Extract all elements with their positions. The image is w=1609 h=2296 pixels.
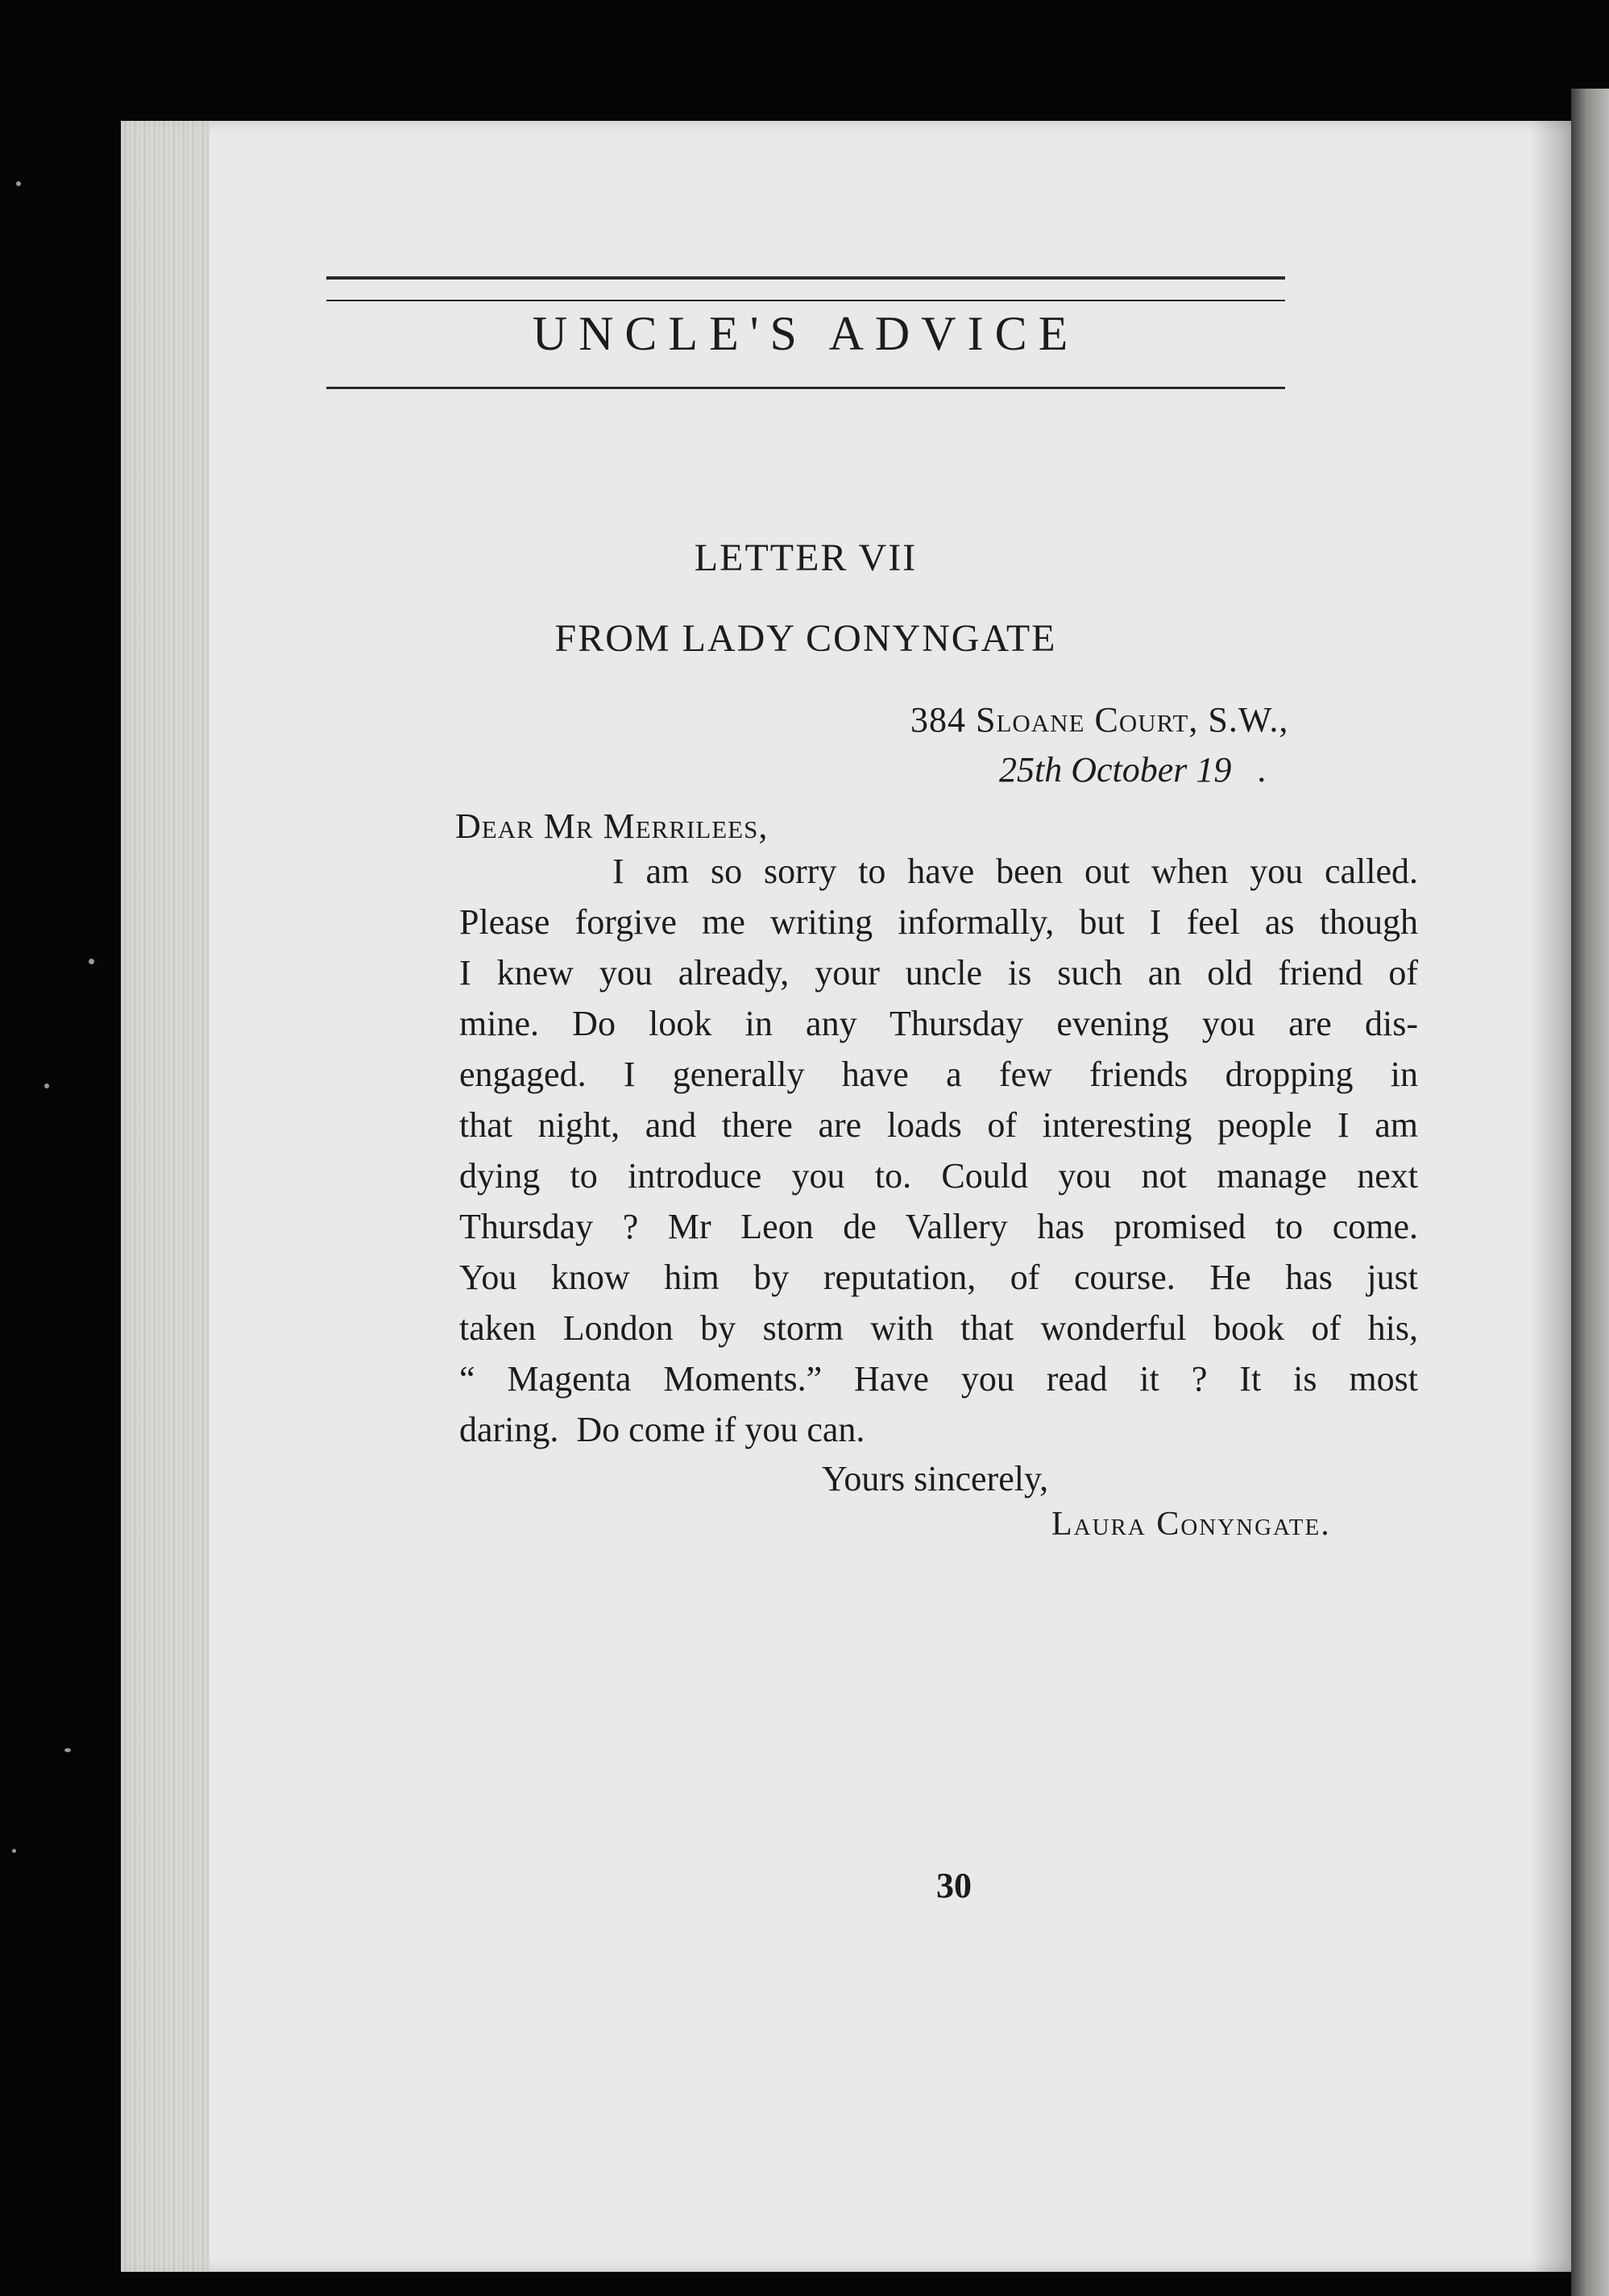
body-line: dying to introduce you to. Could you not manage next [459, 1156, 1418, 1196]
body-line: You know him by reputation, of course. He has just [459, 1258, 1418, 1297]
dust-speck [64, 1748, 71, 1752]
letter-heading: LETTER VII [694, 537, 918, 579]
adjacent-page-edge [1571, 89, 1609, 2296]
book-page [121, 121, 1571, 2272]
page-number: 30 [936, 1866, 972, 1905]
page-stack-edge [121, 121, 209, 2272]
closing: Yours sincerely, [822, 1459, 1049, 1498]
letter-date: 25th October 19 . [999, 750, 1267, 790]
header-bottom-rule [326, 387, 1285, 389]
salutation: Dear Mr Merrilees, [455, 806, 769, 846]
dust-speck [16, 181, 21, 186]
dust-speck [89, 959, 94, 964]
body-line: that night, and there are loads of interesting people I am [459, 1105, 1418, 1145]
signature: Laura Conyngate. [1051, 1506, 1331, 1543]
header-top-rule-thin [326, 300, 1285, 301]
body-line: engaged. I generally have a few friends dropping in [459, 1055, 1418, 1094]
body-line: I knew you already, your uncle is such an old friend of [459, 953, 1418, 993]
running-title: UNCLE'S ADVICE [532, 307, 1080, 360]
body-line: mine. Do look in any Thursday evening you are dis- [459, 1004, 1418, 1043]
gutter-shadow [1531, 121, 1571, 2272]
body-line: Please forgive me writing informally, but I feel as though [459, 902, 1418, 942]
dust-speck [44, 1084, 49, 1088]
body-line: “ Magenta Moments.” Have you read it ? It is most [459, 1359, 1418, 1399]
letter-from: FROM LADY CONYNGATE [554, 617, 1057, 660]
body-line: Thursday ? Mr Leon de Vallery has promised to come. [459, 1207, 1418, 1246]
header-top-rule [326, 276, 1285, 280]
body-line: daring. Do come if you can. [459, 1410, 865, 1449]
body-line: taken London by storm with that wonderful book of his, [459, 1308, 1418, 1348]
body-line: I am so sorry to have been out when you called. [612, 852, 1418, 891]
sender-address: 384 Sloane Court, S.W., [910, 700, 1289, 740]
dust-speck [12, 1849, 16, 1853]
